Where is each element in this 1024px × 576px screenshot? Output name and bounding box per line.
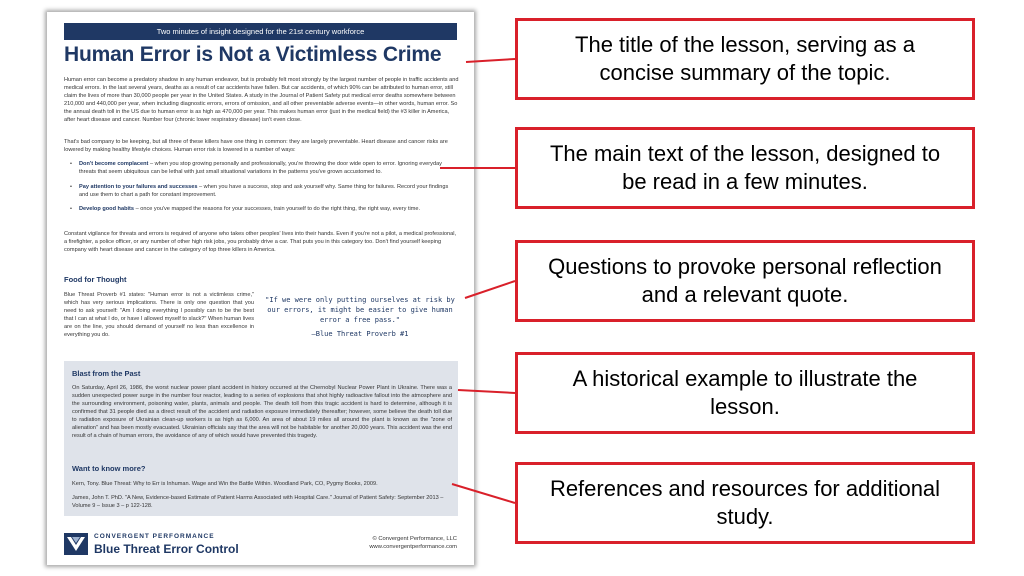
- copyright-text: © Convergent Performance, LLC: [372, 536, 457, 542]
- blast-text: On Saturday, April 26, 1986, the worst nuclear power plant accident in history occurred at the Chernobyl Nuclear Power Plant in Ukraine. There was a sudden unexpected power surge in the number four reactor, leading to a series of explosions that shot highly radioactive fallout into the atmosphere and the surrounding environment, poisoning water, plants, animals and people. The death toll from this tragic accident is hard to determine, although it is confirmed that 31 people died as a direct result of the accident and radiation exposure immediately thereafter; however, some believe the death toll due to radiation exposure of Ukrainian clean-up workers is as high as 6,000. An area of about 19 miles all around the plant is known as the "zone of alienation" and has been mostly evacuated. Ukrainian officials say that the area will not be habitable for another 20,000 years. This accident was the end result of a chain of human errors, the avoidance of any of which would have prevented this tragedy.: [72, 385, 452, 439]
- bullet-item: [79, 160, 459, 176]
- bullet-lead: Pay attention to your failures and successes: [79, 184, 198, 190]
- callout-main-text: The main text of the lesson, designed to be read in a few minutes.: [515, 127, 975, 209]
- lesson-title: Human Error is Not a Victimless Crime: [64, 43, 442, 66]
- body-paragraph-2: That's bad company to be keeping, but all three of these killers have one thing in common: they are largely preventable. Heart disease and cancer risks are lowered by making healthy lifestyle choices. Human error risk is lowered in a number of ways:: [64, 139, 448, 153]
- header-banner: Two minutes of insight designed for the 21st century workforce: [64, 23, 457, 40]
- bullet-text: – once you've mapped the reasons for your successes, train yourself to do the right thing, the right way, every time.: [134, 206, 421, 212]
- blast-heading: Blast from the Past: [72, 369, 141, 378]
- website-text: www.convergentperformance.com: [369, 544, 457, 550]
- bullet-item: [79, 183, 459, 199]
- bullet-text: – when you stop growing personally and professionally, you're throwing the door wide open to error. Ignoring everyday threats that seem ubiquitous can be lethal with just small situational variations in the patterns you've grown accustomed to.: [79, 161, 442, 175]
- callout-references: References and resources for additional study.: [515, 462, 975, 544]
- bullet-text: – when you have a success, stop and ask yourself why. Same thing for failures. Record your findings and use them to chart a path for constant improvement.: [79, 184, 449, 198]
- food-for-thought-text: Blue Threat Proverb #1 states: "Human error is not a victimless crime," which has very serious implications. There is only one question that you need to ask yourself: "Am I doing everything I possibly can to be the best that I can at what I do, or have I allowed myself to slack?" When human lives are on the line, you should demand of yourself no less than excellence in everything you do.: [64, 292, 254, 338]
- reference-item: James, John T. PhD. "A New, Evidence-based Estimate of Patient Harms Associated with Hospital Care." Journal of Patient Safety: September 2013 – Volume 9 – Issue 3 – p 122-128.: [72, 495, 444, 509]
- lesson-document: [47, 12, 474, 565]
- want-to-know-more-heading: Want to know more?: [72, 464, 146, 473]
- bullet-lead: Develop good habits: [79, 206, 135, 212]
- product-name: Blue Threat Error Control: [94, 542, 239, 556]
- bullet-item: [79, 205, 459, 213]
- body-paragraph-1: Human error can become a predatory shadow in any human endeavor, but is probably felt most strongly by the largest number of people in traffic accidents and medical errors. In the last several years, deaths as a result of car accidents have fallen. But car accidents, of which 90% can be attributed to human error, still claim the lives of more than 30,000 people per year in the United States. A study in the Journal of Patient Safety put medical error deaths somewhere between 210,000 and 440,000 per year, when including diagnostic errors, errors of omission, and all other preventable adverse events—in other words, human error. So the annual death toll in the US due to human error is as high as 470,000 per year. This makes human error (just in the medical field) the #3 killer in America, after heart disease and cancer. Number four (chronic lower respiratory disease) isn't even close.: [64, 77, 459, 123]
- blast-from-past-box: [64, 361, 458, 516]
- callout-title: The title of the lesson, serving as a concise summary of the topic.: [515, 18, 975, 100]
- quote-source: —Blue Threat Proverb #1: [311, 330, 409, 338]
- logo-icon: [64, 533, 88, 555]
- org-name: CONVERGENT PERFORMANCE: [94, 533, 215, 540]
- proverb-quote: "If we were only putting ourselves at risk by our errors, it might be easier to give human error a free pass.": [265, 296, 455, 324]
- bullet-lead: Don't become complacent: [79, 161, 149, 167]
- reference-item: Kern, Tony. Blue Threat: Why to Err is Inhuman. Wage and Win the Battle Within. Woodland Park, CO, Pygmy Books, 2009.: [72, 481, 378, 487]
- body-paragraph-3: Constant vigilance for threats and errors is required of anyone who takes other peoples' lives into their hands. Even if you're not a pilot, a medical professional, a firefighter, a police officer, or any number of other high risk jobs, you probably drive a car. That puts you in this category too. Don't find yourself keeping company with heart disease and cancer in the category of top three killers in America.: [64, 231, 457, 253]
- food-for-thought-heading: Food for Thought: [64, 275, 127, 284]
- callout-history: A historical example to illustrate the lesson.: [515, 352, 975, 434]
- copyright-block: [327, 535, 457, 551]
- callout-reflection: Questions to provoke personal reflection and a relevant quote.: [515, 240, 975, 322]
